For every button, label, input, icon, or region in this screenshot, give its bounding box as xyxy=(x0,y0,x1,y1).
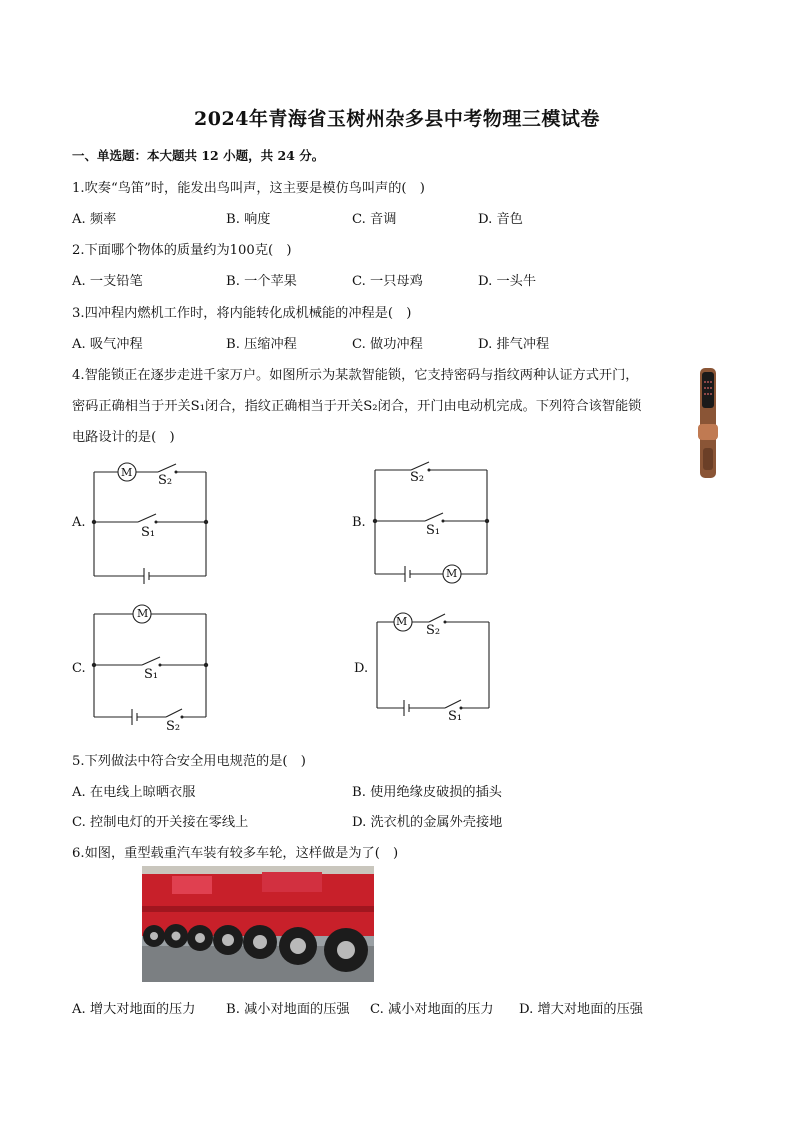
section-heading: 一、单选题：本大题共 12 小题，共 24 分。 xyxy=(72,148,325,163)
switch-s1-label: S₁ xyxy=(141,525,156,540)
page-title: 2024年青海省玉树州杂多县中考物理三模试卷 xyxy=(194,108,600,130)
option-a[interactable]: A. 一支铅笔 xyxy=(72,274,143,289)
question-1-stem: 1.吹奏“鸟笛”时，能发出鸟叫声，这主要是模仿鸟叫声的( ) xyxy=(72,181,425,196)
switch-s1-label: S₁ xyxy=(144,667,159,682)
option-a-label[interactable]: A. xyxy=(72,515,86,530)
motor-label: M xyxy=(121,466,133,479)
switch-s1-label: S₁ xyxy=(426,523,441,538)
switch-s2-label: S₂ xyxy=(426,623,441,638)
motor-label: M xyxy=(137,607,149,620)
option-b[interactable]: B. 使用绝缘皮破损的插头 xyxy=(352,785,502,800)
option-a[interactable]: A. 频率 xyxy=(72,212,117,227)
option-b[interactable]: B. 响度 xyxy=(226,212,271,227)
option-d[interactable]: D. 排气冲程 xyxy=(478,337,550,352)
circuit-b-diagram xyxy=(373,460,489,580)
question-2-stem: 2.下面哪个物体的质量约为100克( ) xyxy=(72,243,292,258)
option-b[interactable]: B. 压缩冲程 xyxy=(226,337,297,352)
smart-lock-image xyxy=(697,368,719,478)
question-4-line-3: 电路设计的是( ) xyxy=(72,430,175,445)
option-d[interactable]: D. 音色 xyxy=(478,212,523,227)
question-6-stem: 6.如图，重型载重汽车装有较多车轮，这样做是为了( ) xyxy=(72,846,399,861)
option-b[interactable]: B. 一个苹果 xyxy=(226,274,297,289)
switch-s1-label: S₁ xyxy=(448,709,463,724)
heavy-truck-image xyxy=(142,866,374,982)
question-5-stem: 5.下列做法中符合安全用电规范的是( ) xyxy=(72,754,306,769)
option-c-label[interactable]: C. xyxy=(72,661,86,676)
option-d-label[interactable]: D. xyxy=(354,661,369,676)
option-c[interactable]: C. 做功冲程 xyxy=(352,337,423,352)
option-a[interactable]: A. 吸气冲程 xyxy=(72,337,143,352)
option-c[interactable]: C. 减小对地面的压力 xyxy=(370,1002,494,1017)
option-d[interactable]: D. 洗衣机的金属外壳接地 xyxy=(352,815,503,830)
option-a[interactable]: A. 增大对地面的压力 xyxy=(72,1002,196,1017)
question-4-line-2: 密码正确相当于开关S₁闭合，指纹正确相当于开关S₂闭合，开门由电动机完成。下列符合该智能锁 xyxy=(72,399,642,414)
option-d[interactable]: D. 增大对地面的压强 xyxy=(519,1002,643,1017)
motor-label: M xyxy=(446,567,458,580)
option-c[interactable]: C. 一只母鸡 xyxy=(352,274,423,289)
option-a[interactable]: A. 在电线上晾晒衣服 xyxy=(72,785,196,800)
circuit-a-diagram xyxy=(92,460,208,580)
switch-s2-label: S₂ xyxy=(410,470,425,485)
question-3-stem: 3.四冲程内燃机工作时，将内能转化成机械能的冲程是( ) xyxy=(72,306,412,321)
option-b-label[interactable]: B. xyxy=(352,515,366,530)
option-d[interactable]: D. 一头牛 xyxy=(478,274,537,289)
option-b[interactable]: B. 减小对地面的压强 xyxy=(226,1002,350,1017)
switch-s2-label: S₂ xyxy=(158,473,173,488)
question-4-line-1: 4.智能锁正在逐步走进千家万户。如图所示为某款智能锁，它支持密码与指纹两种认证方式开门， xyxy=(72,368,639,383)
switch-s2-label: S₂ xyxy=(166,719,181,734)
option-c[interactable]: C. 控制电灯的开关接在零线上 xyxy=(72,815,249,830)
option-c[interactable]: C. 音调 xyxy=(352,212,397,227)
circuit-c-diagram xyxy=(92,603,208,723)
motor-label: M xyxy=(396,615,408,628)
